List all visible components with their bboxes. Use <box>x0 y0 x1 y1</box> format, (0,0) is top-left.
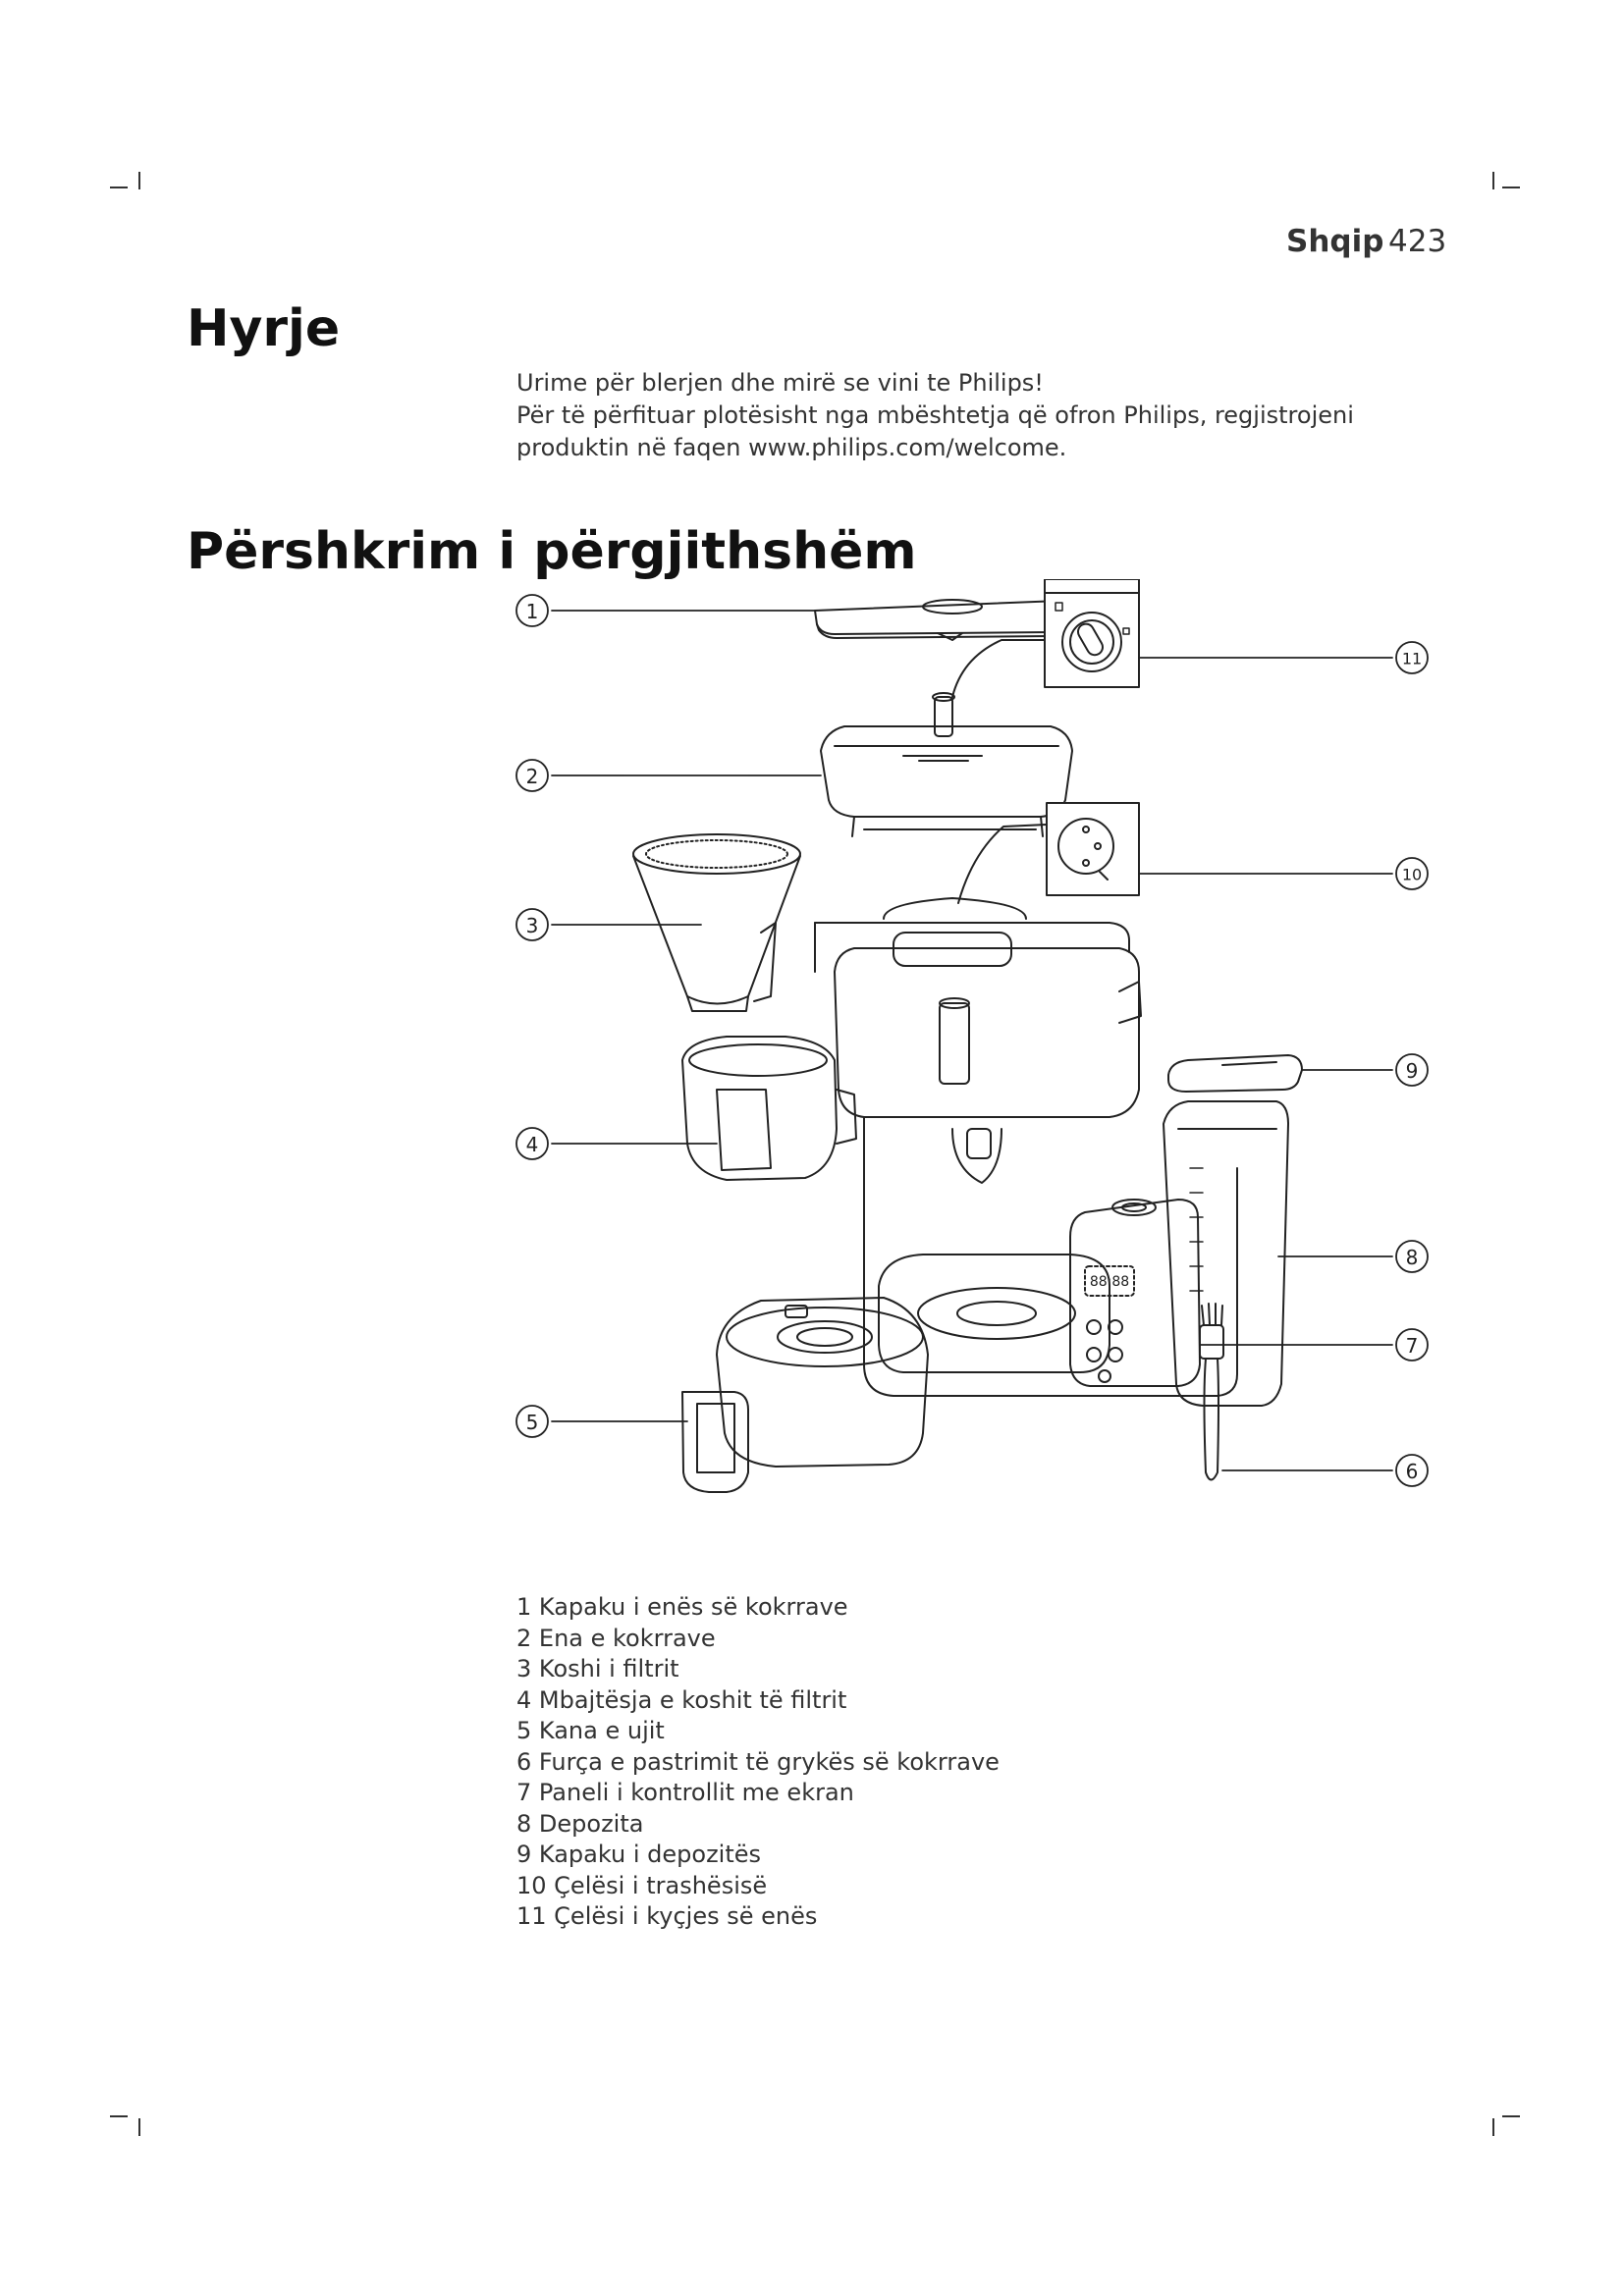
crop-mark <box>110 2115 128 2117</box>
crop-mark <box>1492 2118 1494 2136</box>
legend-item: 8 Depozita <box>516 1809 644 1838</box>
callout-number: 10 <box>1401 865 1423 884</box>
callout-number: 4 <box>525 1133 539 1156</box>
crop-mark <box>110 187 128 188</box>
callout-6 <box>1396 1455 1428 1486</box>
callout-number: 3 <box>525 914 539 937</box>
strength-knob-detail <box>958 803 1139 903</box>
callout-number: 1 <box>525 600 539 623</box>
callout-9 <box>1396 1054 1428 1086</box>
callout-3 <box>516 909 548 940</box>
control-panel <box>1070 1200 1200 1386</box>
callout-leader-lines <box>552 611 1392 1470</box>
callout-1 <box>516 595 548 626</box>
legend-item: 6 Furça e pastrimit të grykës së kokrrave <box>516 1747 1000 1776</box>
callout-10 <box>1396 858 1428 889</box>
callout-number: 5 <box>525 1411 539 1434</box>
legend-item: 5 Kana e ujit <box>516 1717 665 1744</box>
filter-basket <box>633 834 800 1011</box>
water-tank-lid <box>1168 1055 1302 1092</box>
display-digits: 88:88 <box>1089 1274 1130 1290</box>
legend-item: 7 Paneli i kontrollit me ekran <box>516 1779 854 1806</box>
crop-mark <box>1502 187 1520 188</box>
legend-item: 1 Kapaku i enës së kokrrave <box>516 1593 848 1621</box>
section-title-intro: Hyrje <box>187 299 341 358</box>
header-language: Shqip <box>1286 224 1384 259</box>
legend-item: 10 Çelësi i trashësisë <box>516 1871 768 1899</box>
crop-mark <box>1492 172 1494 189</box>
callout-number: 8 <box>1405 1246 1419 1269</box>
product-overview-figure <box>491 579 1473 1522</box>
crop-mark <box>138 2118 140 2136</box>
bean-container <box>821 693 1072 836</box>
callout-5 <box>516 1406 548 1437</box>
callout-2 <box>516 760 548 791</box>
intro-paragraph: Urime për blerjen dhe mirë se vini te Philips! <box>516 369 1044 397</box>
callout-number: 2 <box>525 765 539 788</box>
legend-item: 4 Mbajtësja e koshit të filtrit <box>516 1685 847 1714</box>
jug-lock-knob-detail <box>952 579 1139 697</box>
callout-7 <box>1396 1329 1428 1361</box>
parts-legend <box>516 1592 1000 1933</box>
callout-number: 7 <box>1405 1334 1419 1358</box>
legend-item: 3 Koshi i filtrit <box>516 1655 679 1682</box>
callout-number: 9 <box>1405 1059 1419 1083</box>
legend-item: 2 Ena e kokrrave <box>516 1624 716 1652</box>
crop-mark <box>138 172 140 189</box>
filter-basket-holder <box>682 1037 856 1180</box>
cleaning-brush <box>1200 1304 1223 1480</box>
callout-number: 11 <box>1401 649 1423 668</box>
legend-item: 9 Kapaku i depozitës <box>516 1841 762 1868</box>
callout-11 <box>1396 642 1428 673</box>
crop-mark <box>1502 2115 1520 2117</box>
intro-paragraph: Për të përfituar plotësisht nga mbështetja që ofron Philips, regjistrojeni produktin në faqen www.philips.com/welcome. <box>516 401 1354 461</box>
legend-item: 11 Çelësi i kyçjes së enës <box>516 1902 818 1930</box>
callout-8 <box>1396 1241 1428 1272</box>
callout-4 <box>516 1128 548 1159</box>
intro-text <box>516 367 1400 464</box>
water-tank <box>1164 1101 1288 1406</box>
page-number: 423 <box>1388 224 1447 259</box>
section-title-overview: Përshkrim i përgjithshëm <box>187 522 917 581</box>
callout-number: 6 <box>1405 1460 1419 1483</box>
bean-container-lid <box>815 600 1070 640</box>
